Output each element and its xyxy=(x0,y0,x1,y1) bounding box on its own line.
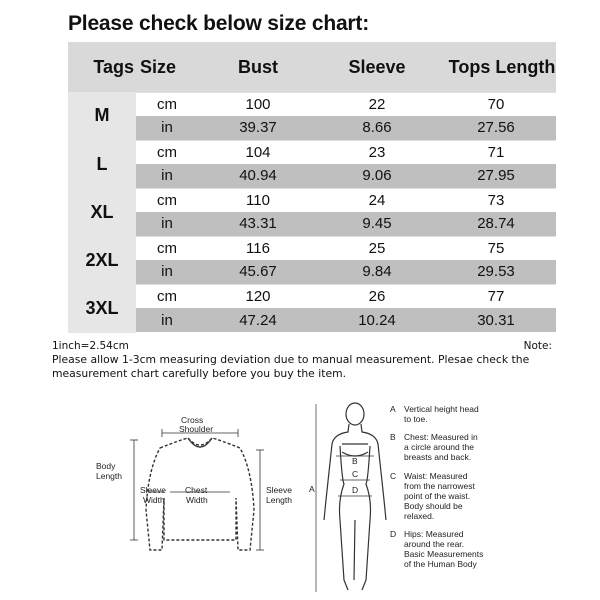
label-cross-shoulder-1: Cross xyxy=(181,415,204,425)
unit-cell: cm xyxy=(136,284,198,308)
header-tops-length: Tops Length xyxy=(448,56,556,77)
legend-b-line2: a circle around the xyxy=(404,442,474,452)
value-cell: 27.95 xyxy=(436,164,556,188)
value-cell: 47.24 xyxy=(198,308,318,332)
label-cross-shoulder-2: Shoulder xyxy=(179,424,214,434)
table-row xyxy=(68,260,556,284)
legend-a-line1: Vertical height head xyxy=(404,404,479,414)
label-chest-width-2: Width xyxy=(186,495,208,505)
table-row xyxy=(68,284,556,308)
legend-letter-c: C xyxy=(390,471,397,481)
value-cell: 10.24 xyxy=(318,308,436,332)
note-label: Note: xyxy=(523,340,552,352)
size-tag: 3XL xyxy=(68,284,136,332)
unit-cell: in xyxy=(136,260,198,284)
label-body-length-1: Body xyxy=(96,461,116,471)
legend-a-line2: to toe. xyxy=(404,414,428,424)
unit-cell: in xyxy=(136,116,198,140)
table-row xyxy=(68,164,556,188)
value-cell: 43.31 xyxy=(198,212,318,236)
legend-d-line1: Hips: Measured xyxy=(404,529,464,539)
value-cell: 23 xyxy=(318,140,436,164)
legend-c-line3: point of the waist. xyxy=(404,491,471,501)
label-body-length-2: Length xyxy=(96,471,122,481)
legend-b-line1: Chest: Measured in xyxy=(404,432,478,442)
legend-footer-line1: Basic Measurements xyxy=(404,549,484,559)
value-cell: 24 xyxy=(318,188,436,212)
table-header-row xyxy=(68,42,556,92)
value-cell: 120 xyxy=(198,284,318,308)
value-cell: 71 xyxy=(436,140,556,164)
value-cell: 28.74 xyxy=(436,212,556,236)
legend-c-line2: from the narrowest xyxy=(404,481,475,491)
label-sleeve-length-2: Length xyxy=(266,495,292,505)
legend-c-line5: relaxed. xyxy=(404,511,435,521)
measurement-note: Please allow 1-3cm measuring deviation due to manual measurement. Plesae check the measurement chart carefully before you buy the item. xyxy=(52,353,530,380)
size-tag: XL xyxy=(68,188,136,236)
value-cell: 75 xyxy=(436,236,556,260)
label-chest-width-1: Chest xyxy=(185,485,208,495)
header-bust: Bust xyxy=(238,56,278,77)
value-cell: 30.31 xyxy=(436,308,556,332)
value-cell: 45.67 xyxy=(198,260,318,284)
value-cell: 29.53 xyxy=(436,260,556,284)
unit-cell: cm xyxy=(136,236,198,260)
value-cell: 40.94 xyxy=(198,164,318,188)
legend-c-line1: Waist: Measured xyxy=(404,471,468,481)
size-chart-table xyxy=(68,42,556,333)
legend-d-line2: around the rear. xyxy=(404,539,465,549)
header-tags: Tags xyxy=(93,57,134,77)
unit-cell: cm xyxy=(136,92,198,116)
label-sleeve-length-1: Sleeve xyxy=(266,485,292,495)
legend-letter-d: D xyxy=(390,529,397,539)
body-figure xyxy=(324,403,386,590)
value-cell: 22 xyxy=(318,92,436,116)
unit-cell: in xyxy=(136,212,198,236)
label-sleeve-width-2: Width xyxy=(143,495,165,505)
size-tag: M xyxy=(68,92,136,140)
value-cell: 77 xyxy=(436,284,556,308)
value-cell: 8.66 xyxy=(318,116,436,140)
table-row xyxy=(68,236,556,260)
unit-cell: in xyxy=(136,308,198,332)
legend-letter-b: B xyxy=(390,432,396,442)
page-title: Please check below size chart: xyxy=(68,12,369,35)
table-row xyxy=(68,116,556,140)
value-cell: 104 xyxy=(198,140,318,164)
header-sleeve: Sleeve xyxy=(348,56,406,77)
legend-c-line4: Body should be xyxy=(404,501,463,511)
value-cell: 9.06 xyxy=(318,164,436,188)
unit-cell: cm xyxy=(136,188,198,212)
figure-letter-b: B xyxy=(352,456,358,466)
table-row xyxy=(68,212,556,236)
legend-letter-a: A xyxy=(390,404,396,414)
conversion-note: 1inch=2.54cm xyxy=(52,340,129,352)
value-cell: 100 xyxy=(198,92,318,116)
value-cell: 9.84 xyxy=(318,260,436,284)
figure-letter-c: C xyxy=(352,469,359,479)
figure-letter-a: A xyxy=(309,484,315,494)
value-cell: 70 xyxy=(436,92,556,116)
unit-cell: in xyxy=(136,164,198,188)
size-tag: 2XL xyxy=(68,236,136,284)
figure-letter-d: D xyxy=(352,485,359,495)
value-cell: 27.56 xyxy=(436,116,556,140)
size-tag: L xyxy=(68,140,136,188)
measurement-diagram xyxy=(90,400,560,595)
value-cell: 73 xyxy=(436,188,556,212)
value-cell: 25 xyxy=(318,236,436,260)
header-size: Size xyxy=(140,56,177,77)
unit-cell: cm xyxy=(136,140,198,164)
value-cell: 116 xyxy=(198,236,318,260)
value-cell: 110 xyxy=(198,188,318,212)
legend-footer-line2: of the Human Body xyxy=(404,559,477,569)
value-cell: 9.45 xyxy=(318,212,436,236)
legend-b-line3: breasts and back. xyxy=(404,452,472,462)
value-cell: 26 xyxy=(318,284,436,308)
table-row xyxy=(68,92,556,116)
table-row xyxy=(68,188,556,212)
table-row xyxy=(68,140,556,164)
label-sleeve-width-1: Sleeve xyxy=(140,485,166,495)
table-row xyxy=(68,308,556,332)
value-cell: 39.37 xyxy=(198,116,318,140)
